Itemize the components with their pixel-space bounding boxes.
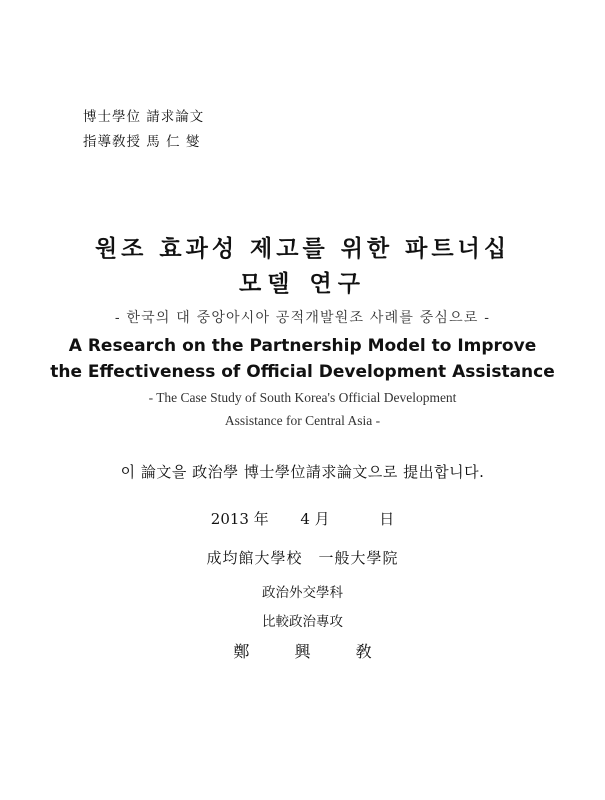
author-char-3: 敎 [355,642,372,661]
author-name [0,639,605,662]
advisor-label: 指導敎授 馬 仁 燮 [83,134,201,150]
english-title-line-2: the Effectiveness of Official Development Assistance [50,362,555,382]
english-title-line-1: A Research on the Partnership Model to Improve [68,336,537,356]
date-year: 2013 年 [210,510,269,528]
major-name: 比較政治專攻 [262,614,343,630]
author-char-2: 興 [294,642,311,661]
date-month: 4 月 [300,510,330,528]
author-char-1: 鄭 [233,642,250,661]
korean-subtitle: - 한국의 대 중앙아시아 공적개발원조 사례를 중심으로 - [114,310,491,326]
department-name: 政治外交學科 [262,585,343,601]
university-name: 成均館大學校 一般大學院 [206,549,399,567]
date-day: 日 [379,510,395,528]
submission-date [0,508,605,529]
korean-title-line-1: 원조 효과성 제고를 위한 파트너십 [94,236,511,262]
korean-title-line-2: 모델 연구 [239,271,366,297]
submission-statement: 이 論文을 政治學 博士學位請求論文으로 提出합니다. [120,463,485,481]
english-subtitle-line-1: - The Case Study of South Korea's Official Development [148,390,457,405]
degree-label: 博士學位 請求論文 [83,109,205,125]
english-subtitle-line-2: Assistance for Central Asia - [224,413,381,428]
